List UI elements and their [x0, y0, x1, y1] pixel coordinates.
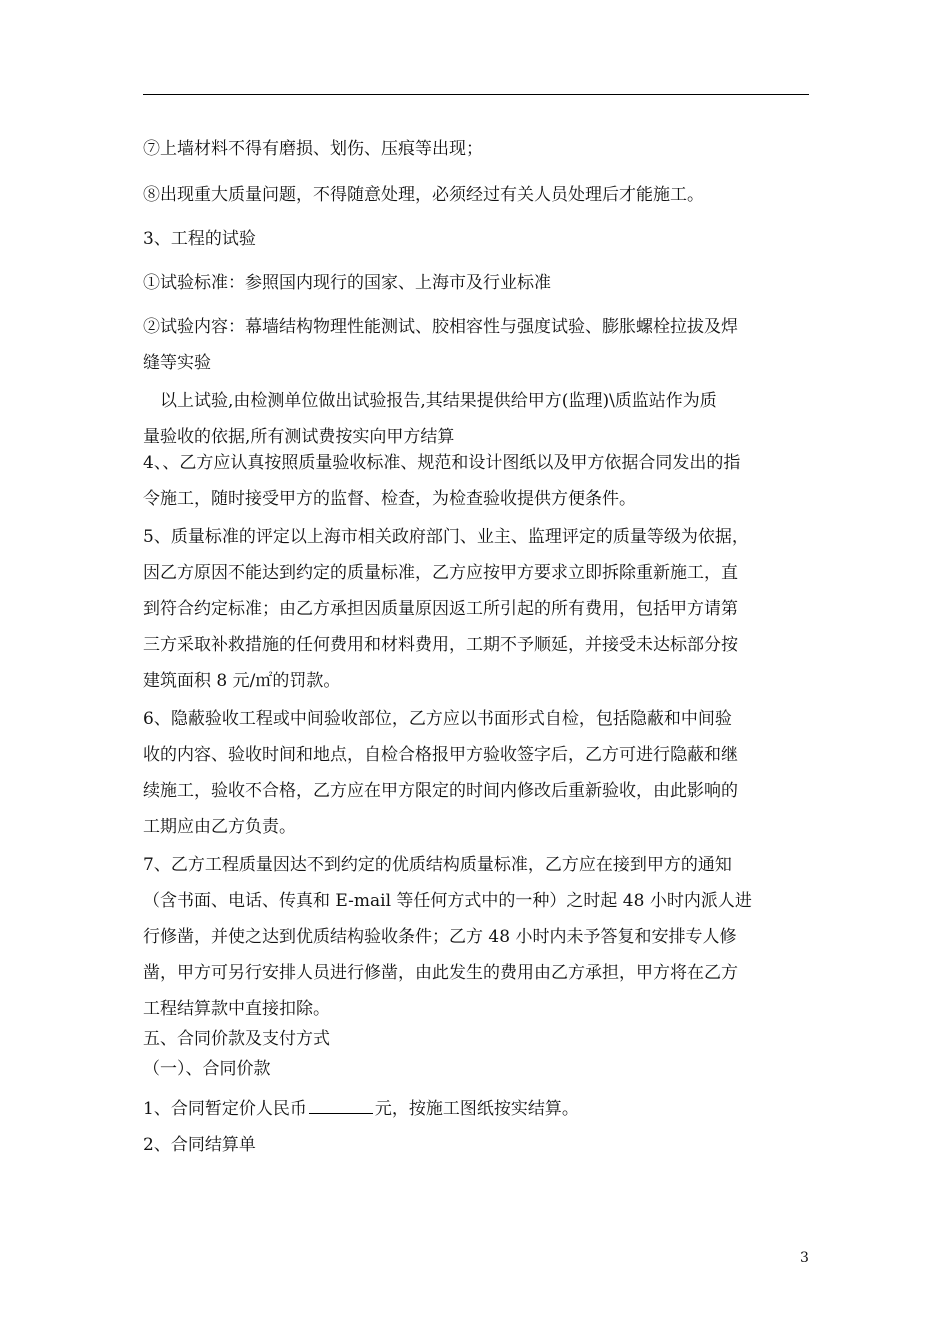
- paragraph-line: 五、合同价款及支付方式: [143, 1029, 330, 1049]
- paragraph-line: 3、工程的试验: [143, 229, 256, 249]
- paragraph: [143, 228, 809, 250]
- paragraph-line: 到符合约定标准；由乙方承担因质量原因返工所引起的所有费用，包括甲方请第: [143, 599, 738, 619]
- paragraph: [143, 526, 809, 692]
- paragraph-line: 凿，甲方可另行安排人员进行修凿，由此发生的费用由乙方承担，甲方将在乙方: [143, 963, 738, 983]
- paragraph: [143, 316, 809, 374]
- paragraph: [143, 854, 809, 1020]
- paragraph: [143, 708, 809, 838]
- paragraph-line: （含书面、电话、传真和 E-mail 等任何方式中的一种）之时起 48 小时内派人进: [143, 891, 752, 911]
- paragraph: [143, 390, 809, 448]
- paragraph-line: ⑧出现重大质量问题，不得随意处理，必须经过有关人员处理后才能施工。: [143, 185, 704, 205]
- paragraph-line: 续施工，验收不合格，乙方应在甲方限定的时间内修改后重新验收，由此影响的: [143, 781, 738, 801]
- paragraph-line: 7、乙方工程质量因达不到约定的优质结构质量标准，乙方应在接到甲方的通知: [143, 855, 732, 875]
- paragraph-line: 以上试验,由检测单位做出试验报告,其结果提供给甲方(监理)\质监站作为质: [143, 391, 717, 411]
- paragraph-line: 4、、乙方应认真按照质量验收标准、规范和设计图纸以及甲方依据合同发出的指: [143, 453, 741, 473]
- paragraph-line: 收的内容、验收时间和地点，自检合格报甲方验收签字后，乙方可进行隐蔽和继: [143, 745, 738, 765]
- paragraph-line: 因乙方原因不能达到约定的质量标准，乙方应按甲方要求立即拆除重新施工，直: [143, 563, 738, 583]
- paragraph-line: 缝等实验: [143, 353, 211, 373]
- price-line: [143, 1096, 809, 1118]
- paragraph-line: 工期应由乙方负责。: [143, 817, 296, 837]
- paragraph-line: （一）、合同价款: [143, 1059, 271, 1079]
- paragraph-line: 6、隐蔽验收工程或中间验收部位，乙方应以书面形式自检，包括隐蔽和中间验: [143, 709, 732, 729]
- paragraph-line: 量验收的依据,所有测试费按实向甲方结算: [143, 427, 455, 447]
- settlement-line: 2、合同结算单: [143, 1135, 256, 1155]
- header-rule: [143, 94, 809, 95]
- paragraph-list: [143, 138, 809, 1080]
- paragraph-line: ⑦上墙材料不得有磨损、划伤、压痕等出现；: [143, 139, 483, 159]
- paragraph-line: 工程结算款中直接扣除。: [143, 999, 330, 1019]
- paragraph-line: ①试验标准：参照国内现行的国家、上海市及行业标准: [143, 273, 551, 293]
- paragraph: [143, 272, 809, 294]
- price-line-suffix: 元，按施工图纸按实结算。: [374, 1099, 579, 1119]
- paragraph-line: ②试验内容：幕墙结构物理性能测试、胶相容性与强度试验、膨胀螺栓拉拔及焊: [143, 317, 738, 337]
- page-number: 3: [800, 1250, 809, 1266]
- price-blank: [309, 1096, 373, 1114]
- paragraph: [143, 1028, 809, 1050]
- paragraph-line: 行修凿，并使之达到优质结构验收条件；乙方 48 小时内未予答复和安排专人修: [143, 927, 737, 947]
- paragraph-line: 三方采取补救措施的任何费用和材料费用，工期不予顺延，并接受未达标部分按: [143, 635, 738, 655]
- paragraph-line: 令施工，随时接受甲方的监督、检查，为检查验收提供方便条件。: [143, 489, 636, 509]
- paragraph: [143, 452, 809, 510]
- price-line-prefix: 1、合同暂定价人民币: [143, 1099, 307, 1119]
- paragraph: [143, 184, 809, 206]
- paragraph: [143, 138, 809, 160]
- paragraph: [143, 1058, 809, 1080]
- document-body: [143, 122, 809, 1156]
- paragraph-line: 建筑面积 8 元/㎡的罚款。: [143, 671, 341, 691]
- paragraph-line: 5、质量标准的评定以上海市相关政府部门、业主、监理评定的质量等级为依据，: [143, 527, 749, 547]
